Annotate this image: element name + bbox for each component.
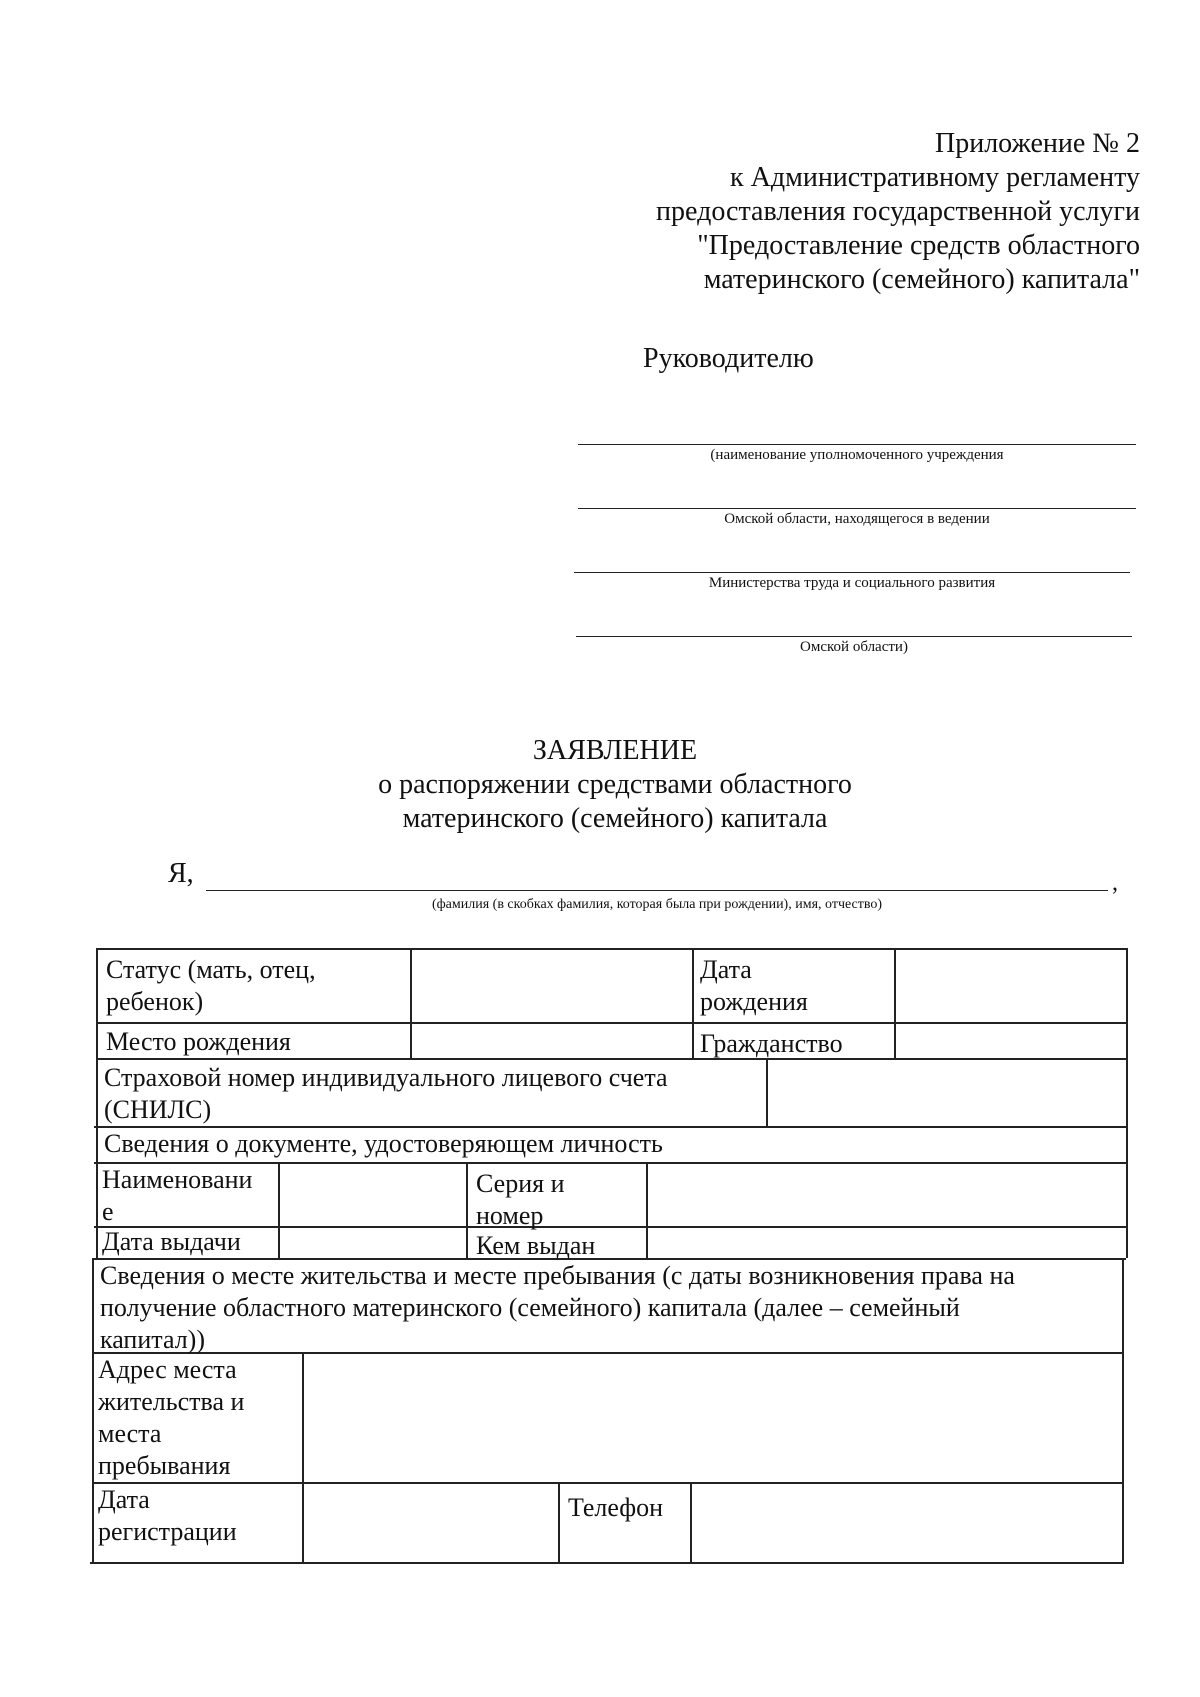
registration-date-label	[98, 1484, 237, 1548]
applicant-prefix: Я,	[168, 858, 194, 889]
address-label-line-1: Адрес места	[98, 1355, 237, 1384]
id-document-section-heading: Сведения о документе, удостоверяющем личность	[104, 1129, 663, 1158]
birth-date-label	[700, 954, 808, 1018]
table-border-right	[1126, 948, 1128, 1258]
addressee-line-4[interactable]	[576, 636, 1132, 637]
table-rule	[90, 1562, 1122, 1564]
birth-place-label: Место рождения	[106, 1027, 291, 1056]
issue-date-field[interactable]	[282, 1228, 464, 1256]
document-title	[0, 734, 1200, 836]
issued-by-label: Кем выдан	[476, 1231, 596, 1260]
status-label	[106, 954, 316, 1018]
residence-section-heading	[100, 1260, 1015, 1356]
snils-label-line-1: Страховой номер индивидуального лицевого счета	[104, 1063, 668, 1092]
document-name-label	[102, 1164, 252, 1228]
residence-heading-line-3: капитал))	[100, 1325, 206, 1354]
appendix-ref-line-2: к Административному регламенту	[730, 162, 1140, 193]
issued-by-field[interactable]	[650, 1228, 1120, 1256]
residence-heading-line-1: Сведения о месте жительства и месте пребывания (с даты возникновения права на	[100, 1261, 1015, 1290]
issue-date-label: Дата выдачи	[102, 1227, 241, 1256]
document-name-label-line-2: е	[102, 1197, 114, 1226]
status-field[interactable]	[414, 950, 690, 1020]
residence-heading-line-2: получение областного материнского (семейного) капитала (далее – семейный	[100, 1293, 960, 1322]
birth-place-field[interactable]	[414, 1024, 690, 1056]
applicant-name-line[interactable]	[206, 890, 1108, 891]
phone-label: Телефон	[568, 1493, 664, 1522]
table-divider	[410, 948, 412, 1058]
title-sub-line-1: о распоряжении средствами областного	[378, 769, 852, 800]
appendix-ref-line-3: предоставления государственной услуги	[656, 196, 1140, 227]
table-border-left	[92, 1258, 94, 1564]
address-label-line-2: жительства и	[98, 1387, 245, 1416]
series-number-label-line-1: Серия и	[476, 1169, 565, 1198]
appendix-header	[540, 127, 1140, 297]
title-main: ЗАЯВЛЕНИЕ	[532, 735, 698, 766]
addressee-caption-4: Омской области)	[800, 639, 908, 655]
appendix-ref-line-4: "Предоставление средств областного	[697, 230, 1140, 261]
appendix-ref-line-5: материнского (семейного) капитала"	[703, 264, 1140, 295]
applicant-suffix: ,	[1112, 870, 1118, 896]
address-label-line-3: места	[98, 1419, 162, 1448]
addressee-label: Руководителю	[643, 343, 814, 374]
birth-date-field[interactable]	[898, 950, 1124, 1020]
status-label-line-1: Статус (мать, отец,	[106, 955, 316, 984]
series-number-label-line-2: номер	[476, 1201, 544, 1230]
title-sub-line-2: материнского (семейного) капитала	[402, 803, 828, 834]
address-label	[98, 1354, 244, 1482]
table-divider	[278, 1162, 280, 1258]
addressee-caption-1: (наименование уполномоченного учреждения	[710, 447, 1004, 463]
address-label-line-4: пребывания	[98, 1451, 231, 1480]
table-divider	[690, 1482, 692, 1562]
addressee-line-1[interactable]	[578, 444, 1136, 445]
appendix-number: Приложение № 2	[935, 128, 1140, 159]
snils-label-line-2: (СНИЛС)	[104, 1095, 212, 1124]
registration-date-field[interactable]	[306, 1484, 556, 1560]
registration-date-label-line-1: Дата	[98, 1485, 150, 1514]
table-divider	[646, 1162, 648, 1258]
snils-label	[104, 1062, 668, 1126]
table-divider	[466, 1162, 468, 1258]
addressee-caption-3: Министерства труда и социального развития	[708, 575, 996, 591]
table-divider	[558, 1482, 560, 1562]
table-border-right	[1122, 1258, 1124, 1564]
citizenship-label: Гражданство	[700, 1029, 843, 1058]
address-field[interactable]	[306, 1354, 1120, 1480]
addressee-caption-2: Омской области, находящегося в ведении	[724, 511, 990, 527]
phone-field[interactable]	[694, 1484, 1120, 1560]
table-divider	[302, 1352, 304, 1562]
document-name-field[interactable]	[282, 1164, 464, 1224]
application-form-table	[90, 948, 1130, 1564]
addressee-line-2[interactable]	[578, 508, 1136, 509]
addressee-line-3[interactable]	[574, 572, 1130, 573]
status-label-line-2: ребенок)	[106, 987, 204, 1016]
table-divider	[692, 948, 694, 1058]
birth-date-label-line-2: рождения	[700, 987, 808, 1016]
applicant-caption: (фамилия (в скобках фамилия, которая была при рождении), имя, отчество)	[431, 897, 883, 912]
snils-field[interactable]	[770, 1060, 1124, 1124]
table-border-left	[96, 948, 98, 1258]
document-name-label-line-1: Наименовани	[102, 1165, 253, 1194]
series-number-field[interactable]	[650, 1164, 1120, 1224]
registration-date-label-line-2: регистрации	[98, 1517, 237, 1546]
series-number-label	[476, 1168, 565, 1232]
table-divider	[894, 948, 896, 1058]
table-divider	[766, 1058, 768, 1126]
citizenship-field[interactable]	[898, 1024, 1124, 1056]
birth-date-label-line-1: Дата	[700, 955, 752, 984]
